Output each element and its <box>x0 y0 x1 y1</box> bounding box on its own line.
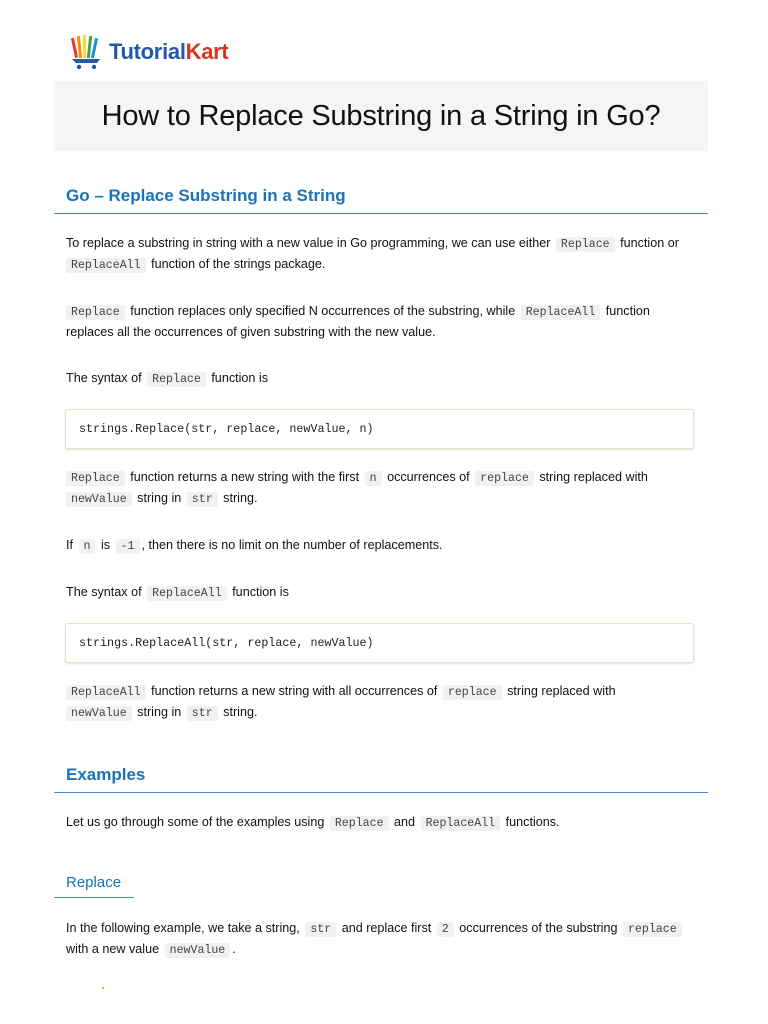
code-block-replace <box>65 409 694 449</box>
paragraph-replaceall-returns: ReplaceAll function returns a new string with all occurrences of replace string replaced with newValue string in str string. <box>66 681 706 722</box>
site-logo[interactable] <box>70 32 228 72</box>
section-heading-replace-substring: Go – Replace Substring in a String <box>66 186 346 205</box>
paragraph-replaceall-syntax: The syntax of ReplaceAll function is <box>66 585 289 600</box>
section-divider <box>54 792 708 793</box>
code-replaceall: strings.ReplaceAll(str, replace, newValue) <box>79 636 374 650</box>
subsection-divider <box>54 897 134 898</box>
subsection-heading-replace: Replace <box>66 874 122 891</box>
logo-cart-icon <box>70 34 106 70</box>
paragraph-replace-syntax: The syntax of Replace function is <box>66 371 269 386</box>
paragraph-replace-returns: Replace function returns a new string with the first n occurrences of replace string replaced with newValue string in str string. <box>66 467 706 508</box>
paragraph-replace-example: In the following example, we take a string, str and replace first 2 occurrences of the substring replace with a new value newValue . <box>66 918 706 959</box>
section-heading-examples: Examples <box>66 765 146 784</box>
section-divider <box>54 213 708 214</box>
paragraph-intro: To replace a substring in string with a new value in Go programming, we can use either Replace function or ReplaceAll function of the strings package. <box>66 236 679 272</box>
code-replace: strings.Replace(str, replace, newValue, n) <box>79 422 374 436</box>
code-block-replaceall <box>65 623 694 663</box>
page-title: How to Replace Substring in a String in Go? <box>101 99 661 132</box>
title-band <box>54 81 708 151</box>
paragraph-replace-vs-replaceall: Replace function replaces only specified N occurrences of the substring, while ReplaceAll function replaces all the occurrences of given substring with the new value. <box>66 304 650 339</box>
paragraph-examples-intro: Let us go through some of the examples using Replace and ReplaceAll functions. <box>66 815 560 830</box>
paragraph-n-negative: If n is -1 , then there is no limit on the number of replacements. <box>66 538 443 553</box>
decorative-dot <box>102 987 104 989</box>
logo-text: TutorialKart <box>109 39 229 64</box>
